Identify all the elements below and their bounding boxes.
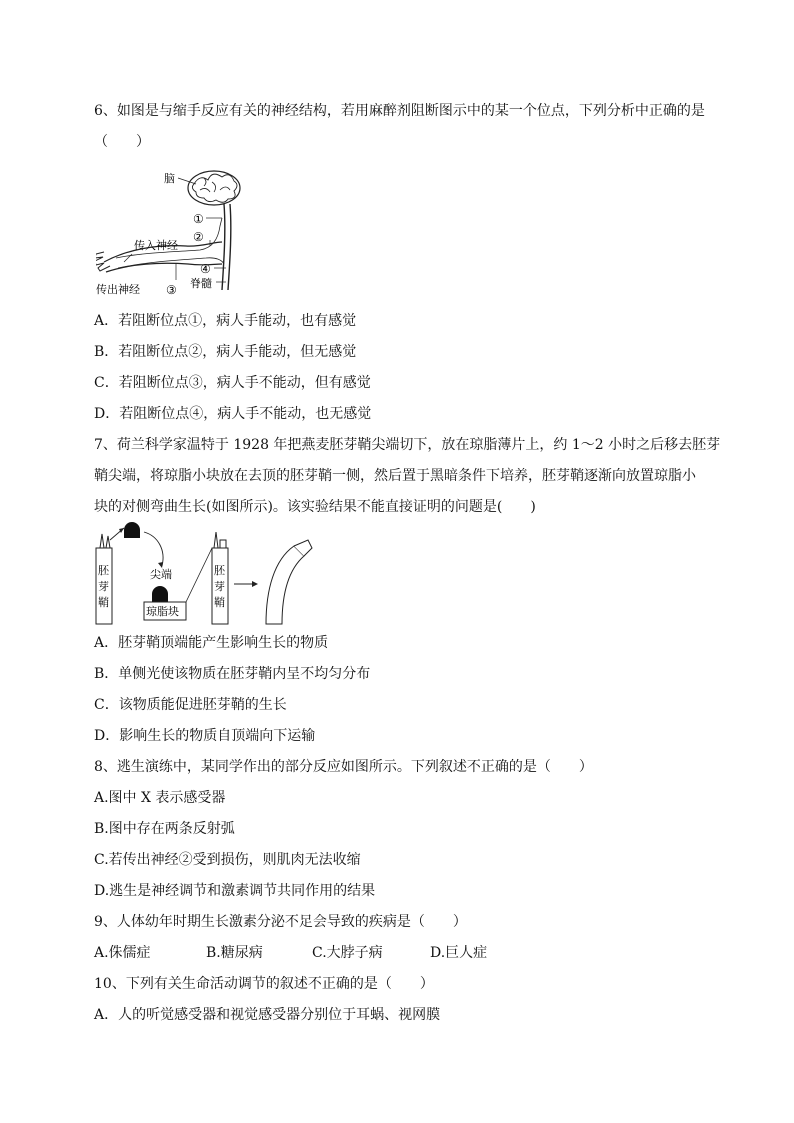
q7-option-b: B．单侧光使该物质在胚芽鞘内呈不均匀分布 <box>94 666 371 682</box>
q6-option-d: D．若阻断位点④，病人手不能动，也无感觉 <box>94 406 372 422</box>
coleoptile-figure <box>94 520 334 628</box>
efferent-label: 传出神经 <box>96 283 140 296</box>
tip-label: 尖端 <box>150 568 172 581</box>
q7-stem-line-3: 块的对侧弯曲生长(如图所示)。该实验结果不能直接证明的问题是( ) <box>94 499 536 515</box>
q7-option-a: A．胚芽鞘顶端能产生影响生长的物质 <box>94 635 329 651</box>
q8-option-b: B.图中存在两条反射弧 <box>94 821 235 837</box>
q9-options-row <box>94 944 487 962</box>
brain-label: 脑 <box>164 172 175 185</box>
spinal-cord-line <box>222 204 225 290</box>
q8-option-d: D.逃生是神经调节和激素调节共同作用的结果 <box>94 883 376 899</box>
q9-option-a: A.侏儒症 <box>94 945 151 961</box>
q9-option-c: C.大脖子病 <box>312 945 383 961</box>
point-2-label: ② <box>193 230 204 244</box>
q6-option-c: C．若阻断位点③，病人手不能动，但有感觉 <box>94 375 371 391</box>
q9-stem: 9、人体幼年时期生长激素分泌不足会导致的疾病是（ ） <box>94 914 467 930</box>
point-3-label: ③ <box>166 283 177 297</box>
q6-stem: 6、如图是与缩手反应有关的神经结构，若用麻醉剂阻断图示中的某一个位点，下列分析中正确的是 <box>94 103 705 119</box>
coleoptile-tip-shape <box>124 522 140 538</box>
svg-text:鞘: 鞘 <box>98 596 109 609</box>
bent-coleoptile <box>266 546 304 624</box>
reflex-arc-figure <box>96 160 266 300</box>
q9-option-d: D.巨人症 <box>430 945 488 961</box>
q8-option-a: A.图中 X 表示感受器 <box>94 790 226 806</box>
q7-option-d: D．影响生长的物质自顶端向下运输 <box>94 728 316 744</box>
svg-text:鞘: 鞘 <box>214 596 225 609</box>
q10-option-a: A．人的听觉感受器和视觉感受器分别位于耳蜗、视网膜 <box>94 1007 441 1023</box>
brain-drawing <box>188 171 240 205</box>
q7-option-c: C．该物质能促进胚芽鞘的生长 <box>94 697 287 713</box>
svg-text:胚: 胚 <box>214 564 225 577</box>
agar-label: 琼脂块 <box>146 605 179 618</box>
q6-option-a: A．若阻断位点①，病人手能动，也有感觉 <box>94 313 357 329</box>
q9-option-b: B.糖尿病 <box>206 945 263 961</box>
point-1-label: ① <box>193 212 204 226</box>
coleoptile-left-char-1: 胚 <box>98 564 109 577</box>
q6-paren: （ ） <box>94 134 150 150</box>
q8-stem: 8、逃生演练中，某同学作出的部分反应如图所示。下列叙述不正确的是（ ） <box>94 759 593 775</box>
q7-stem-line-2: 鞘尖端，将琼脂小块放在去顶的胚芽鞘一侧，然后置于黑暗条件下培养，胚芽鞘逐渐向放置琼脂小 <box>94 468 696 484</box>
svg-text:芽: 芽 <box>98 580 109 593</box>
afferent-label: 传入神经 <box>134 239 178 252</box>
q10-stem: 10、下列有关生命活动调节的叙述不正确的是（ ） <box>94 976 434 992</box>
q7-stem-line-1: 7、荷兰科学家温特于 1928 年把燕麦胚芽鞘尖端切下，放在琼脂薄片上，约 1～2 小时之后移去胚芽 <box>94 437 721 453</box>
spinal-label: 脊髓 <box>190 277 212 290</box>
point-4-label: ④ <box>200 262 211 276</box>
svg-text:芽: 芽 <box>214 580 225 593</box>
q8-option-c: C.若传出神经②受到损伤，则肌肉无法收缩 <box>94 852 361 868</box>
q6-option-b: B．若阻断位点②，病人手能动，但无感觉 <box>94 344 357 360</box>
